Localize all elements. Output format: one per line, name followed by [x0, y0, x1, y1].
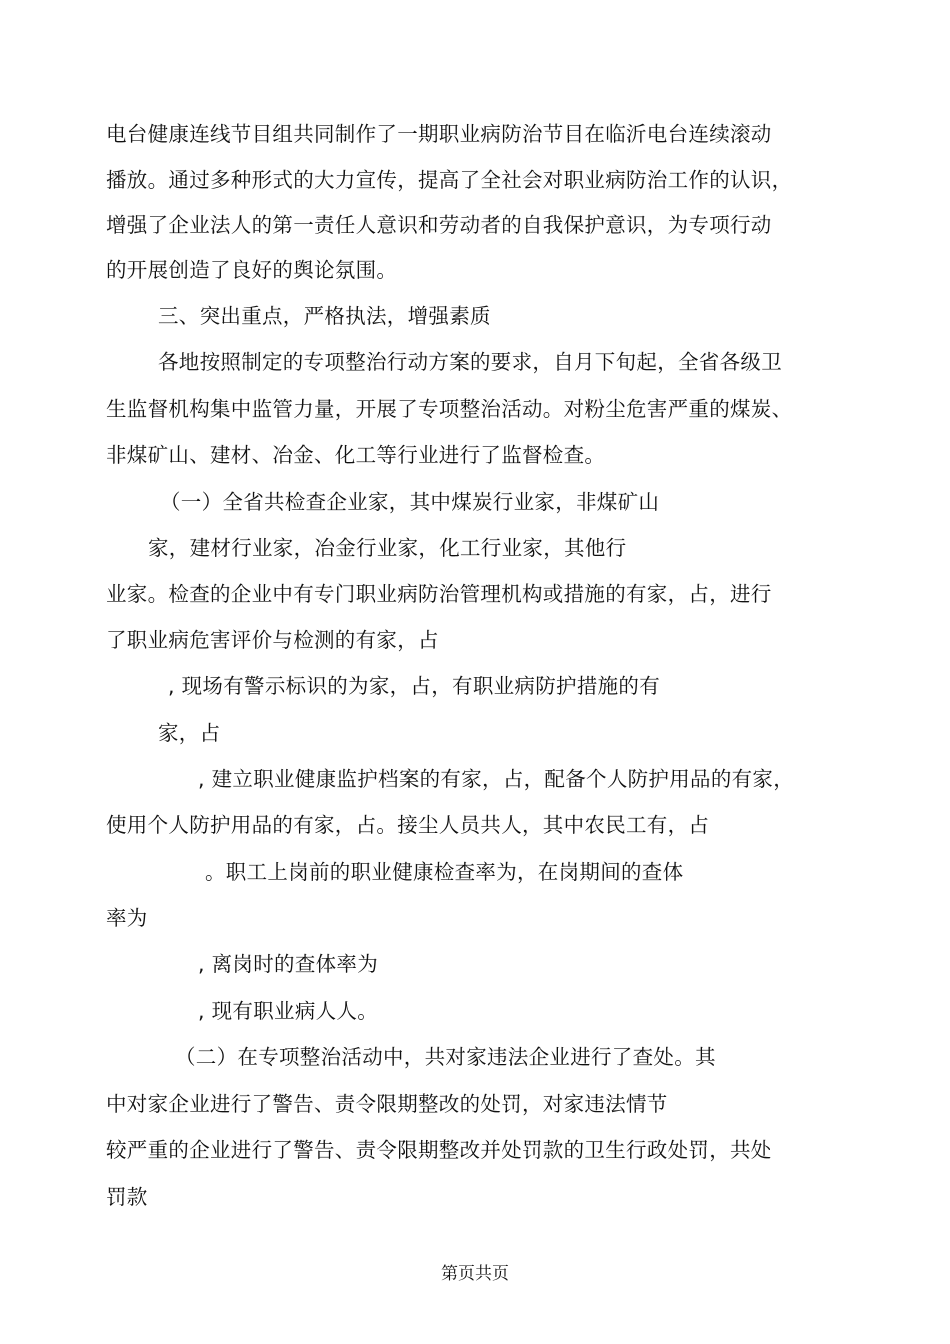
body-line: （一）全省共检查企业家，其中煤炭行业家，非煤矿山 [160, 490, 660, 514]
body-line: 的开展创造了良好的舆论氛围。 [106, 258, 398, 282]
body-line: 生监督机构集中监管力量，开展了专项整治活动。对粉尘危害严重的煤炭、 [106, 397, 793, 421]
body-line: , 现场有警示标识的为家，占，有职业病防护措施的有 [168, 674, 661, 698]
body-line: 各地按照制定的专项整治行动方案的要求，自月下旬起，全省各级卫 [158, 350, 782, 374]
section-heading: 三、突出重点，严格执法，增强素质 [158, 304, 491, 328]
body-line: 非煤矿山、建材、冶金、化工等行业进行了监督检查。 [106, 443, 606, 467]
page-footer: 第页共页 [441, 1264, 509, 1284]
body-line: 了职业病危害评价与检测的有家，占 [106, 628, 439, 652]
body-line: 播放。通过多种形式的大力宣传，提高了全社会对职业病防治工作的认识， [106, 168, 793, 192]
body-line: 较严重的企业进行了警告、责令限期整改并处罚款的卫生行政处罚，共处 [106, 1138, 772, 1162]
body-line: 使用个人防护用品的有家，占。接尘人员共人，其中农民工有，占 [106, 813, 710, 837]
body-line: 。职工上岗前的职业健康检查率为，在岗期间的查体 [205, 860, 684, 884]
body-line: 增强了企业法人的第一责任人意识和劳动者的自我保护意识，为专项行动 [106, 213, 772, 237]
body-line: 业家。检查的企业中有专门职业病防治管理机构或措施的有家，占，进行 [106, 582, 772, 606]
body-line: 家，建材行业家，冶金行业家，化工行业家，其他行 [148, 536, 627, 560]
body-line: （二）在专项整治活动中，共对家违法企业进行了查处。其 [175, 1045, 716, 1069]
body-line: , 建立职业健康监护档案的有家，占，配备个人防护用品的有家， [198, 767, 795, 791]
body-line: 家，占 [158, 721, 221, 745]
body-line: 电台健康连线节目组共同制作了一期职业病防治节目在临沂电台连续滚动 [106, 122, 772, 146]
body-line: , 现有职业病人人。 [198, 999, 379, 1023]
body-line: 中对家企业进行了警告、责令限期整改的处罚，对家违法情节 [106, 1092, 668, 1116]
body-line: 率为 [106, 906, 148, 930]
body-line: 罚款 [106, 1185, 148, 1209]
body-line: , 离岗时的查体率为 [198, 952, 379, 976]
